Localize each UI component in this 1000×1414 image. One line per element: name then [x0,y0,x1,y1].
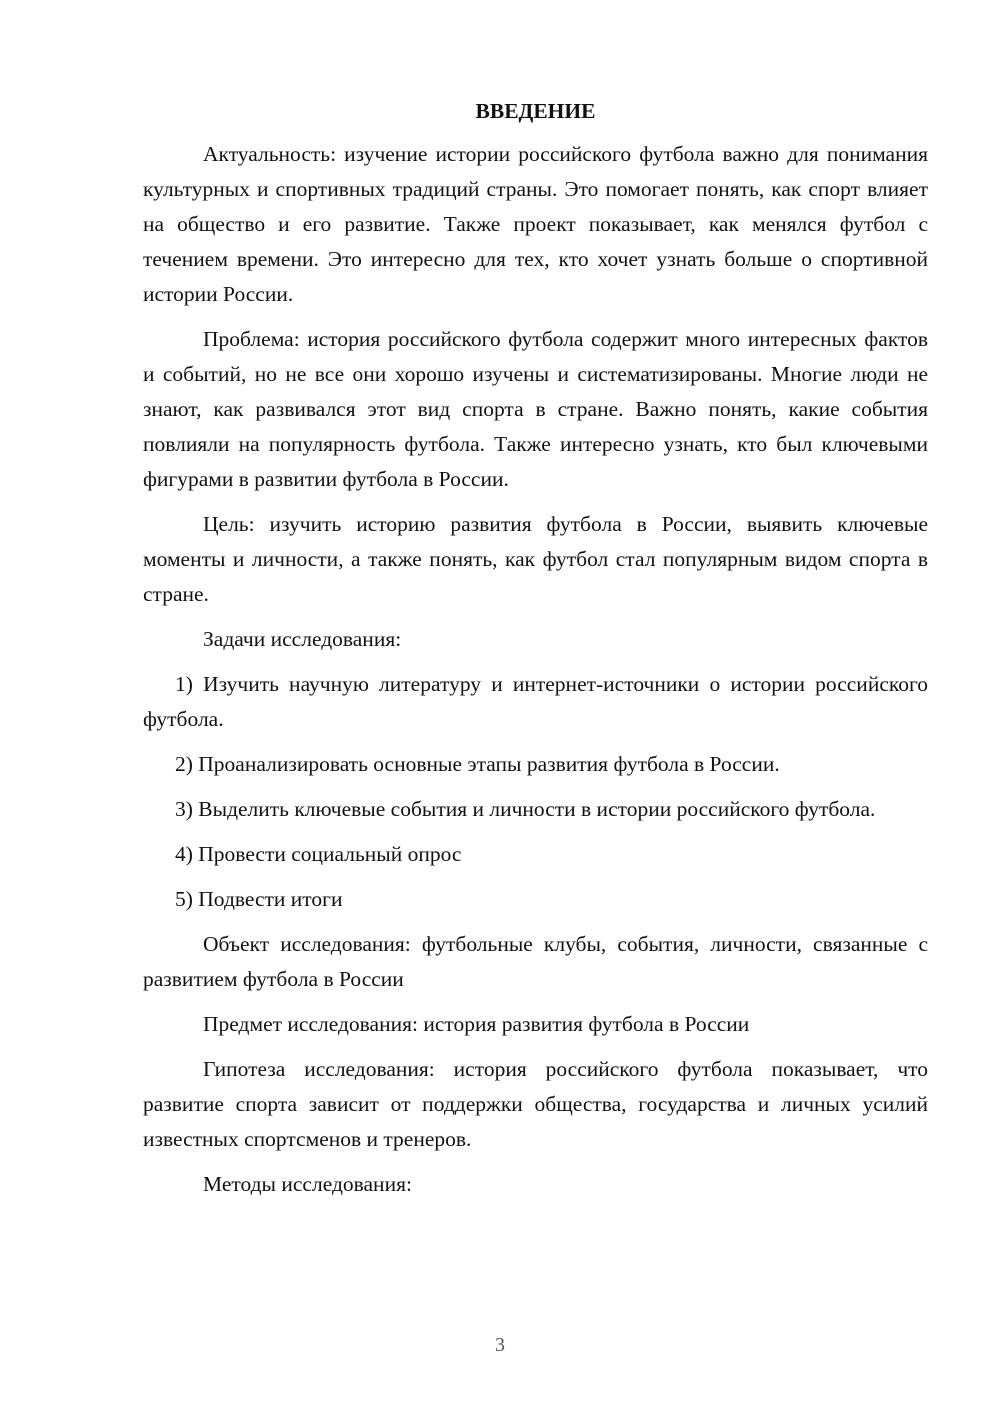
page-title: ВВЕДЕНИЕ [475,99,596,123]
tasks-heading: Задачи исследования: [203,627,402,651]
paragraph-problem: Проблема: история российского футбола содержит много интересных фактов и событий, но не все они хорошо изучены и систематизированы. Многие люди не знают, как развивался этот вид спорта в стране. Важно понять, какие события повлияли на популярность футбола. Также интересно узнать, кто был ключевыми фигурами в развитии футбола в России. [143,327,928,491]
task-item-5: 5) Подвести итоги [175,887,343,911]
task-item-2: 2) Проанализировать основные этапы развития футбола в России. [175,752,780,776]
paragraph-hypothesis: Гипотеза исследования: история российского футбола показывает, что развитие спорта зависит от поддержки общества, государства и личных усилий известных спортсменов и тренеров. [143,1057,928,1151]
page-number: 3 [495,1334,505,1356]
document-page [143,96,928,1212]
methods-heading: Методы исследования: [203,1172,412,1196]
task-item-3: 3) Выделить ключевые события и личности в истории российского футбола. [175,797,876,821]
task-item-1: 1) Изучить научную литературу и интернет-источники о истории российского футбола. [143,672,928,731]
paragraph-object: Объект исследования: футбольные клубы, события, личности, связанные с развитием футбола в России [143,932,928,991]
paragraph-goal: Цель: изучить историю развития футбола в России, выявить ключевые моменты и личности, а также понять, как футбол стал популярным видом спорта в стране. [143,512,928,606]
paragraph-relevance: Актуальность: изучение истории российского футбола важно для понимания культурных и спортивных традиций страны. Это помогает понять, как спорт влияет на общество и его развитие. Также проект показывает, как менялся футбол с течением времени. Это интересно для тех, кто хочет узнать больше о спортивной истории России. [143,142,928,306]
task-item-4: 4) Провести социальный опрос [175,842,462,866]
paragraph-subject: Предмет исследования: история развития футбола в России [203,1012,750,1036]
